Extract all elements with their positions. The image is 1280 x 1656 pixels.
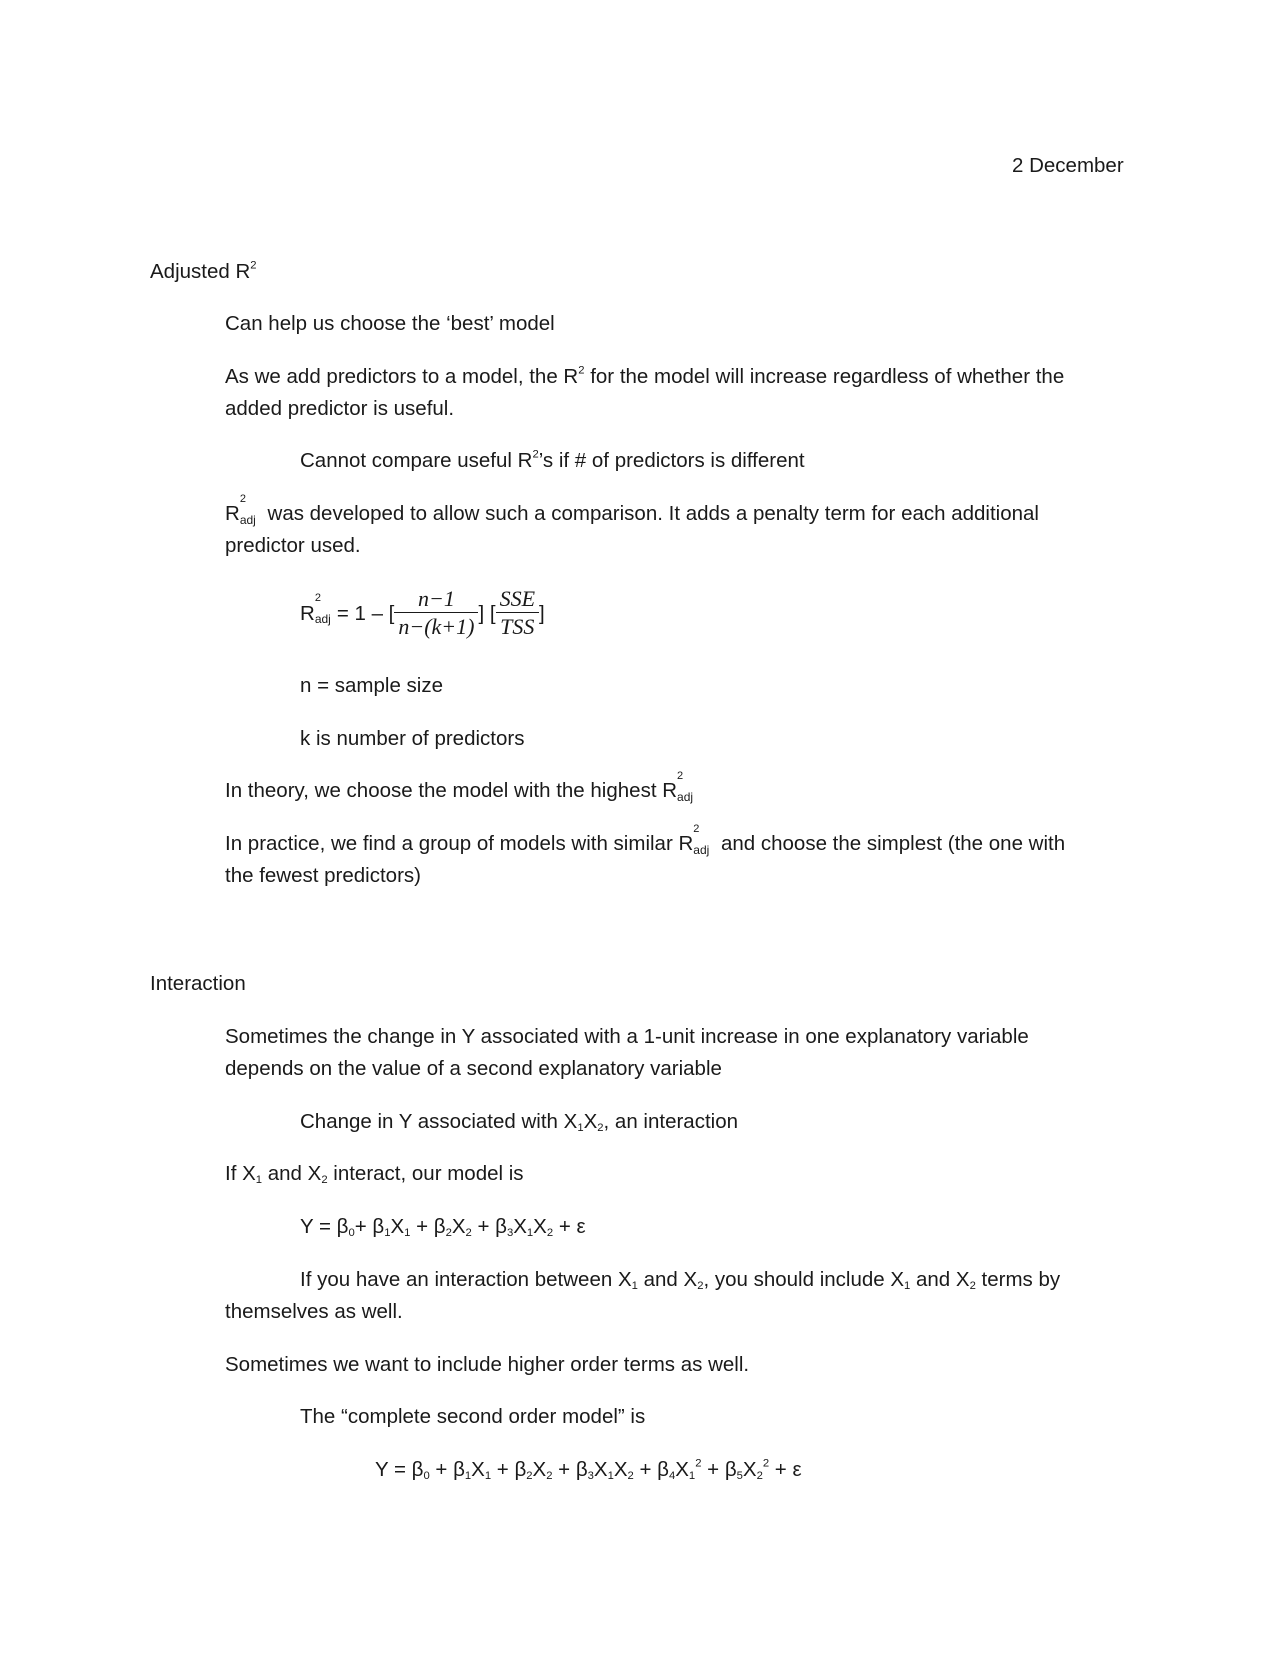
text-add-predictors: As we add predictors to a model, the $R^2$ for the model will increase regardless of whether the xyxy=(225,364,1065,388)
text-radj-developed: R 2 adj was developed to allow such a comparison. It adds a penalty term for each additional xyxy=(225,493,1039,527)
text-if-you-have-interaction-cont: themselves as well. xyxy=(225,1300,403,1323)
text-if-interact: If $X_1$ and $X_2$ interact, our model is xyxy=(225,1162,524,1186)
text-in-practice-cont: the fewest predictors) xyxy=(225,864,421,887)
complete-second-order-equation: $Y = \beta_0 + \beta_1X_1 + \beta_2X_2 + \beta_3X_1X_2 + \beta_4X_1^2 + \beta_5X_2^2 + \varepsilon$ xyxy=(375,1457,802,1482)
interaction-model-equation: $Y = \beta_0+ \beta_1X_1 + \beta_2X_2 + \beta_3X_1X_2 + \varepsilon$ xyxy=(300,1215,586,1239)
fraction-degrees-of-freedom: $\frac{n-1}{n-(k+1)}$ xyxy=(394,586,478,641)
text-in-theory: In theory, we choose the model with the highest R 2 adj xyxy=(225,770,694,804)
page-date: 2 December xyxy=(1012,154,1124,177)
text-change-in-y: Change in Y associated with $X_1X_2$, an interaction xyxy=(300,1110,739,1134)
text-complete-second-order: The “complete second order model” is xyxy=(300,1405,646,1428)
fraction-sse-tss: $\frac{\text{SSE}}{\text{TSS}}$ xyxy=(496,586,539,641)
text-n-definition: n = sample size xyxy=(300,674,443,697)
text-in-practice: In practice, we find a group of models with similar R 2 adj and choose the simplest (the one with xyxy=(225,823,1066,857)
text-add-predictors-cont: added predictor is useful. xyxy=(225,397,455,420)
text-best-model: Can help us choose the ‘best’ model xyxy=(225,312,555,335)
text-k-definition: k is number of predictors xyxy=(300,727,525,750)
text-higher-order: Sometimes we want to include higher order terms as well. xyxy=(225,1353,750,1376)
text-cannot-compare: Cannot compare useful $R^2’s$ if # of predictors is different xyxy=(300,448,805,472)
section-heading-interaction: Interaction xyxy=(150,972,246,995)
text-sometimes-change-cont: depends on the value of a second explanatory variable xyxy=(225,1057,722,1080)
section-heading-adjusted-r2: Adjusted $R^2$ xyxy=(150,259,257,283)
text-radj-developed-cont: predictor used. xyxy=(225,534,361,557)
text-sometimes-change: Sometimes the change in Y associated with a 1-unit increase in one explanatory variable xyxy=(225,1025,1029,1048)
radj-formula: R 2 adj = 1 – [ $\frac{n-1}{n-(k+1)}$ ] [ $\frac{\text{SSE}}{\text{TSS}}$ ] xyxy=(300,586,545,639)
text-if-you-have-interaction: If you have an interaction between $X_1$ and $X_2$, you should include $X_1$ and $X_2$ terms by xyxy=(300,1268,1061,1292)
